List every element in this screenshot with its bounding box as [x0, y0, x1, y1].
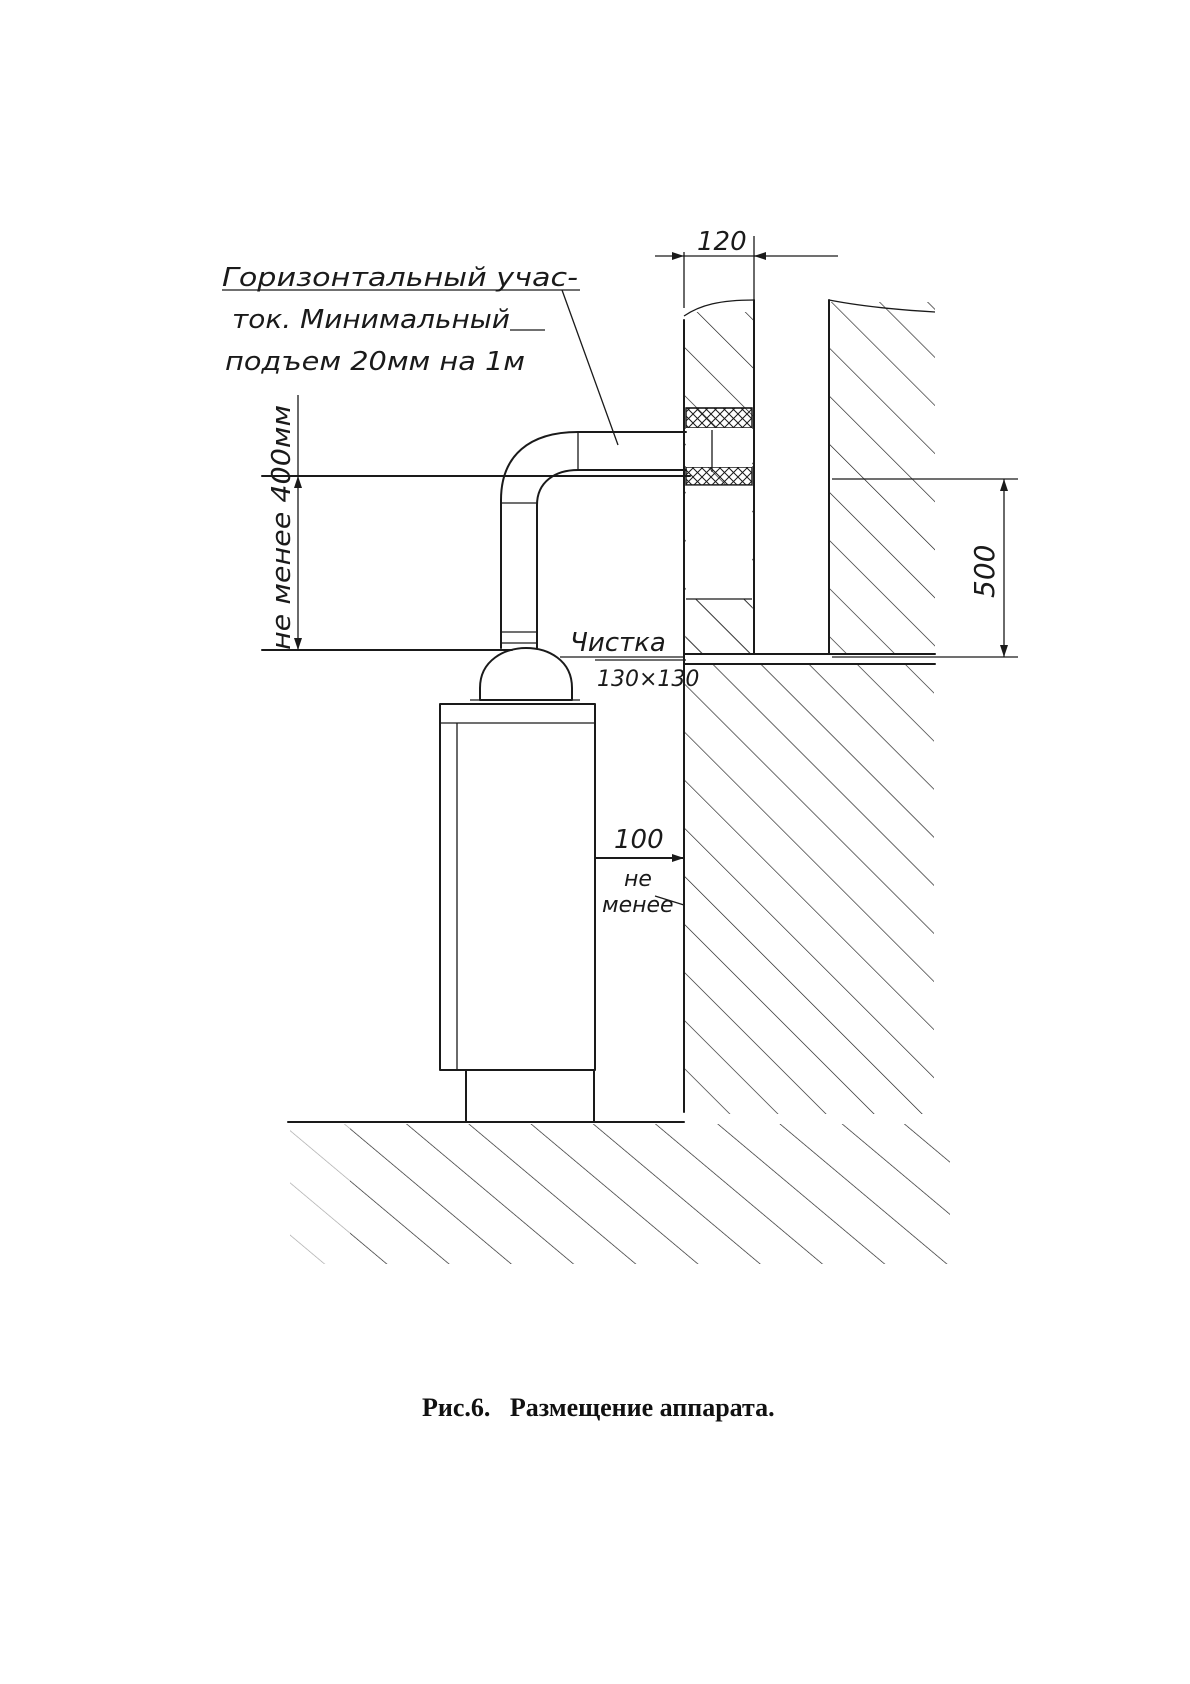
figure-caption: Рис.6. Размещение аппарата.: [422, 1393, 775, 1422]
wall-masonry-lower: [684, 664, 934, 1114]
gap-note-2: менее: [602, 893, 674, 918]
pipe-passage-insulation-bottom: [686, 467, 752, 485]
note-line-1: Горизонтальный учас-: [222, 263, 578, 293]
floor: [288, 1122, 950, 1264]
gas-boiler: [440, 648, 595, 1122]
pipe-passage-insulation-top: [686, 408, 752, 428]
cleaning-label: Чистка: [570, 628, 666, 658]
wall-masonry-right: [829, 302, 935, 654]
wall: [684, 300, 935, 1114]
note-line-2: ток. Минимальный: [232, 305, 510, 335]
height-500-label: 500: [968, 544, 1001, 598]
cleaning-size-label: 130×130: [597, 667, 700, 692]
flue-pipe: [501, 430, 712, 648]
wall-thickness-label: 120: [697, 227, 747, 257]
gap-note-1: не: [624, 867, 652, 892]
height-min-label: не менее 400мм: [267, 427, 297, 650]
note-line-3: подъем 20мм на 1м: [225, 347, 525, 377]
cleaning-hatch: [686, 485, 752, 599]
gap-value-label: 100: [614, 825, 664, 855]
draft-hood: [480, 648, 572, 700]
